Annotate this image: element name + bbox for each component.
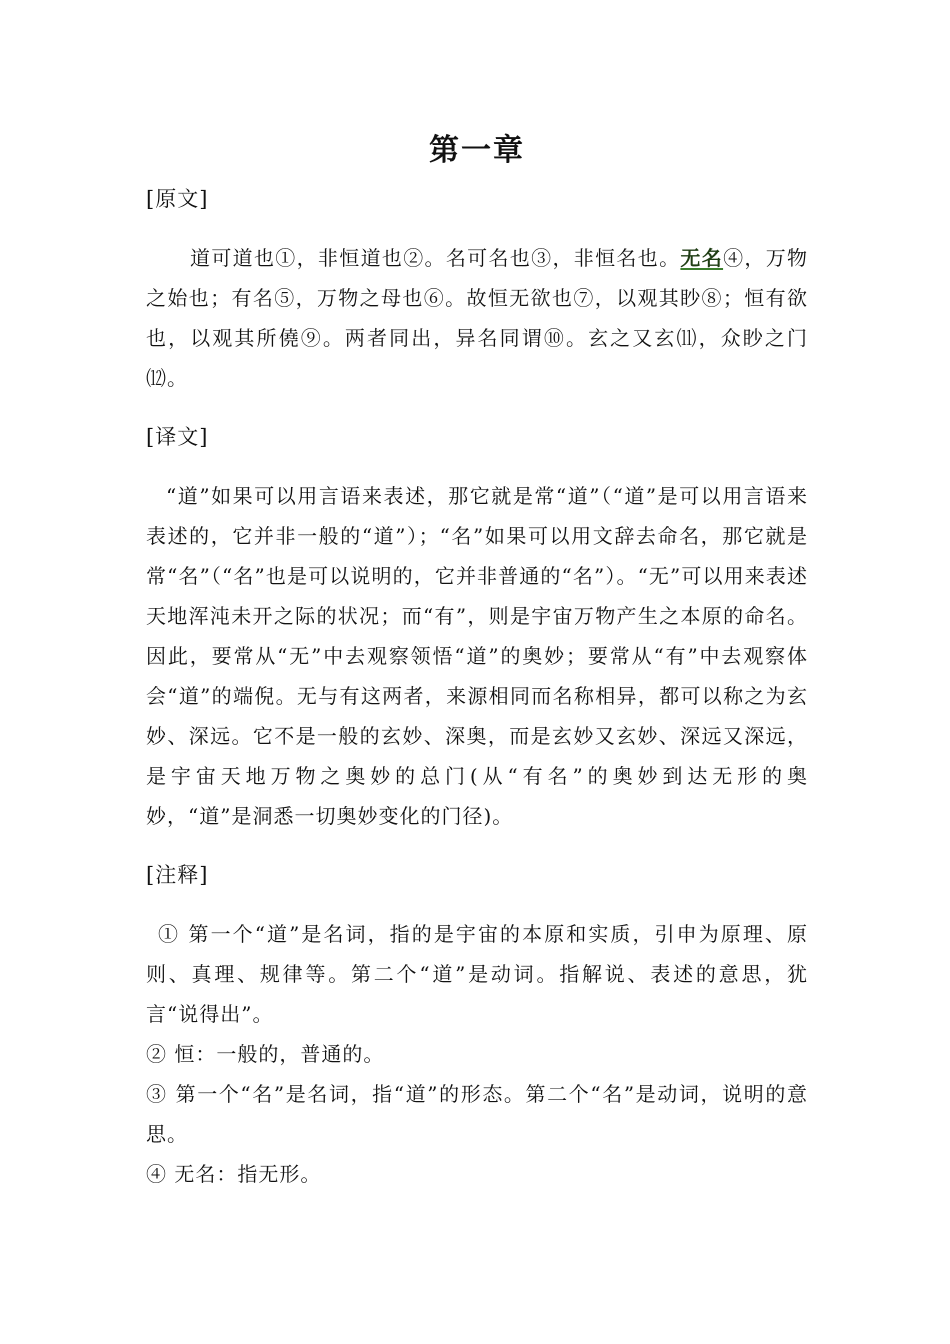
note-item: ④ 无名：指无形。 xyxy=(146,1162,322,1186)
notes-label: [注释] xyxy=(146,863,209,887)
note-item: ② 恒：一般的，普通的。 xyxy=(146,1042,385,1066)
translation-paragraph: “道”如果可以用言语来表述，那它就是常“道”（“道”是可以用言语来表述的，它并非一般的“道”）；“名”如果可以用文辞去命名，那它就是常“名”（“名”也是可以说明的，它并非普通的“名”）。“无”可以用来表述天地浑沌未开之际的状况；而“有”，则是宇宙万物产生之本原的命名。因此，要常从“无”中去观察领悟“道”的奥妙；要常从“有”中去观察体会“道”的端倪。无与有这两者，来源相同而名称相异，都可以称之为玄妙、深远。它不是一般的玄妙、深奥，而是玄妙又玄妙、深远又深远，是宇宙天地万物之奥妙的总门(从“有名”的奥妙到达无形的奥妙，“道”是洞悉一切奥妙变化的门径)。 xyxy=(146,484,808,828)
original-text-label: [原文] xyxy=(146,187,209,211)
document-page xyxy=(146,128,808,1194)
highlighted-term: 无名 xyxy=(680,246,724,270)
notes-list xyxy=(146,914,808,1194)
translation-label: [译文] xyxy=(146,425,209,449)
original-text-before: 道可道也①，非恒道也②。名可名也③，非恒名也。 xyxy=(190,246,681,270)
chapter-title: 第一章 xyxy=(429,133,525,168)
note-item: ① 第一个“道”是名词，指的是宇宙的本原和实质，引申为原理、原则、真理、规律等。第二个“道”是动词。指解说、表述的意思，犹言“说得出”。 xyxy=(146,922,808,1026)
original-text-paragraph xyxy=(146,238,808,398)
note-item: ③ 第一个“名”是名词，指“道”的形态。第二个“名”是动词，说明的意思。 xyxy=(146,1082,808,1146)
original-text-after: ④，万物之始也；有名⑤，万物之母也⑥。故恒无欲也⑦，以观其眇⑧；恒有欲也，以观其所僥⑨。两者同出，异名同谓⑩。玄之又玄⑾，众眇之门⑿。 xyxy=(146,246,809,390)
